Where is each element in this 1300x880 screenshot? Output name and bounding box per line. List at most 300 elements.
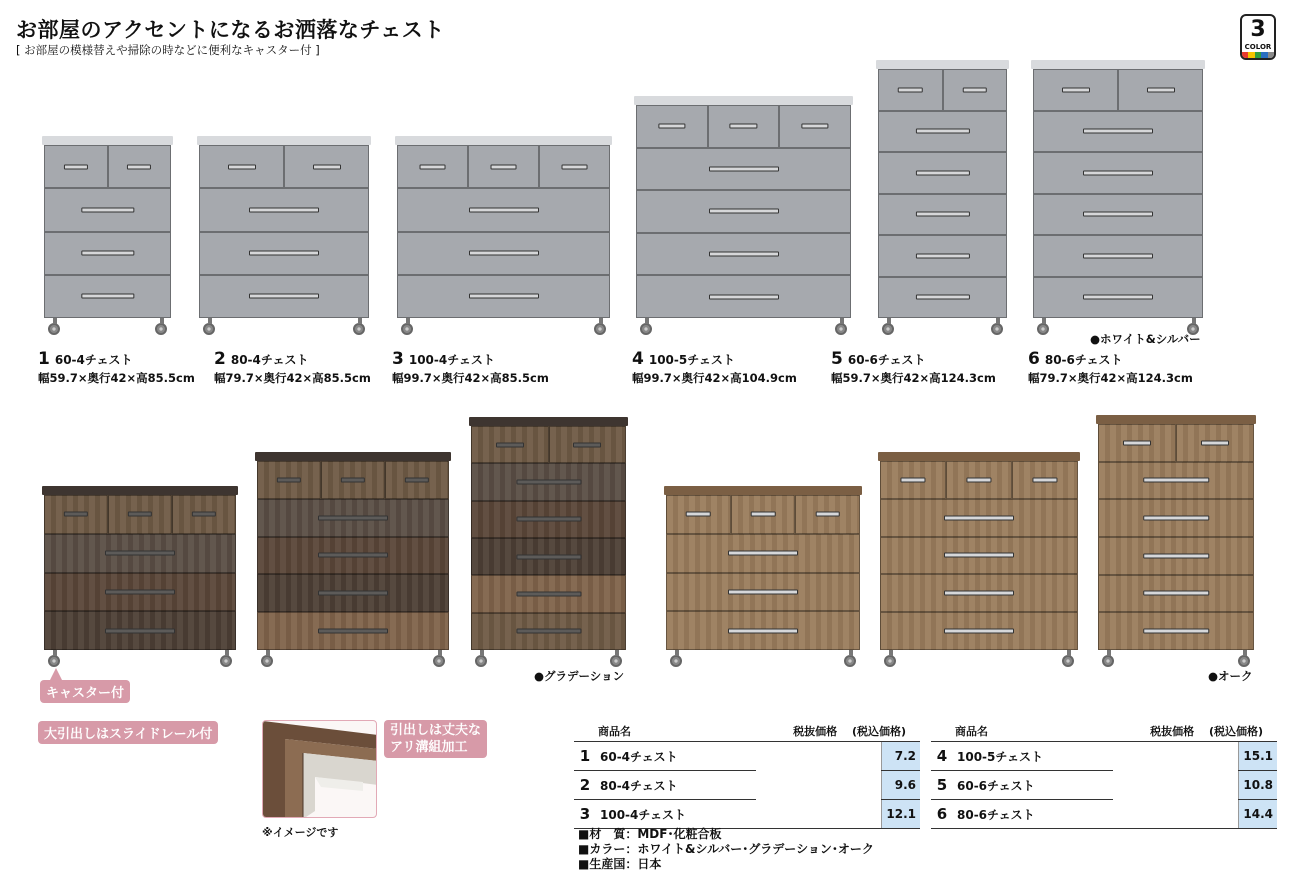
row-product-name: 60-4チェスト (596, 742, 756, 771)
chest-body (1098, 424, 1254, 650)
dovetail-line-1: 引出しは丈夫な (390, 723, 482, 738)
drawer (44, 534, 236, 573)
drawer-handle (963, 87, 988, 92)
drawer-handle (318, 553, 388, 558)
product-number: 1 (38, 349, 50, 369)
drawer-handle (419, 164, 446, 169)
chest-top (634, 96, 853, 105)
row-gap (1113, 771, 1239, 800)
caster-wheel-icon (48, 655, 60, 667)
product-name: 100-4チェスト (408, 353, 495, 367)
chest-oak-80-6 (1098, 415, 1254, 659)
drawer (471, 575, 626, 612)
spec-block (392, 349, 549, 386)
caster-wheel-icon (1238, 655, 1250, 667)
product-size: 幅79.7×奥行42×高124.3cm (1028, 371, 1193, 385)
product-number: 2 (214, 349, 226, 369)
drawer-handle (900, 477, 925, 482)
drawer (172, 495, 236, 534)
drawer-handle (898, 87, 923, 92)
drawer (397, 275, 610, 318)
drawer-joint-illustration (263, 721, 377, 818)
product-name: 80-6チェスト (1044, 353, 1123, 367)
drawer (880, 537, 1078, 575)
caster-wheel-icon (884, 655, 896, 667)
drawer (1033, 277, 1203, 319)
drawer (636, 275, 851, 318)
drawer-handle (944, 515, 1014, 520)
color-label-gradation: ●グラデーション (534, 669, 625, 683)
drawer-handle (944, 629, 1014, 634)
image-note: ※イメージです (262, 826, 339, 839)
row-number: 6 (931, 800, 953, 829)
drawer (666, 573, 860, 612)
origin-line: ■生産国：日本 (578, 857, 662, 871)
drawer (880, 612, 1078, 650)
drawer (878, 194, 1007, 236)
product-name: 80-4チェスト (230, 353, 309, 367)
drawer (471, 426, 549, 463)
drawer-handle (81, 294, 134, 299)
chest-body (44, 495, 236, 650)
spec-block (1028, 349, 1193, 386)
price-table-header (574, 721, 920, 742)
drawer-handle (192, 512, 216, 517)
drawer-handle (1143, 516, 1209, 521)
drawer-handle (313, 164, 341, 169)
drawer (946, 461, 1012, 499)
product-number: 4 (632, 349, 644, 369)
chest-body (636, 105, 851, 318)
caster-wheel-icon (353, 323, 365, 335)
drawer (1098, 499, 1254, 537)
row-product-name: 80-4チェスト (596, 771, 756, 800)
drawer (636, 190, 851, 233)
chest-top (395, 136, 612, 145)
spec-block (38, 349, 195, 386)
chest-top (878, 452, 1080, 461)
drawer-handle (1147, 87, 1175, 92)
row-gap (756, 800, 882, 829)
drawer-handle (496, 442, 524, 447)
row-gap (1113, 800, 1239, 829)
drawer-handle (128, 512, 152, 517)
drawer (397, 145, 468, 188)
color-line: ■カラー：ホワイト&シルバー･グラデーション･オーク (578, 842, 874, 856)
drawer (1033, 152, 1203, 194)
chest-silver-80-6 (1033, 60, 1203, 327)
drawer-handle (249, 251, 319, 256)
drawer-handle (318, 515, 388, 520)
drawer (1033, 194, 1203, 236)
drawer-handle (516, 591, 581, 596)
product-name: 60-4チェスト (54, 353, 133, 367)
drawer (878, 69, 943, 111)
drawer-handle (1083, 170, 1153, 175)
row-product-name: 100-4チェスト (596, 800, 756, 829)
drawer (539, 145, 610, 188)
table-row (574, 771, 920, 800)
chest-oak-100-5 (880, 452, 1078, 659)
row-price: 7.2 (882, 742, 920, 771)
price-table-header (931, 721, 1277, 742)
drawer (397, 188, 610, 231)
chest-top (42, 136, 173, 145)
drawer (1098, 424, 1176, 462)
table-row (931, 771, 1277, 800)
drawer-handle (709, 294, 779, 299)
drawer-handle (81, 207, 134, 212)
drawer-handle (709, 166, 779, 171)
caster-feature-tag: キャスター付 (40, 680, 130, 703)
col-tax-label: (税込価格) (1208, 725, 1263, 738)
caster-wheel-icon (220, 655, 232, 667)
table-row (574, 742, 920, 771)
col-tax-label: (税込価格) (851, 725, 906, 738)
drawer (108, 145, 172, 188)
drawer-handle (686, 512, 711, 517)
caster-wheel-icon (882, 323, 894, 335)
drawer-handle (1143, 478, 1209, 483)
badge-label: COLOR (1244, 43, 1272, 51)
chest-silver-60-6 (878, 60, 1007, 327)
drawer-handle (915, 170, 969, 175)
drawer (1033, 69, 1118, 111)
drawer (878, 152, 1007, 194)
drawer-handle (709, 252, 779, 257)
caster-wheel-icon (844, 655, 856, 667)
materials-block (578, 827, 874, 872)
drawer (549, 426, 627, 463)
drawer (878, 235, 1007, 277)
product-name: 60-6チェスト (847, 353, 926, 367)
price-table-left (574, 721, 920, 829)
caster-wheel-icon (261, 655, 273, 667)
row-product-name: 60-6チェスト (953, 771, 1113, 800)
col-price (1113, 721, 1277, 742)
row-gap (756, 742, 882, 771)
drawer (397, 232, 610, 275)
drawer-handle (728, 551, 798, 556)
caster-wheel-icon (1102, 655, 1114, 667)
drawer-handle (1143, 553, 1209, 558)
page-title: お部屋のアクセントになるお洒落なチェスト (16, 18, 445, 42)
caster-wheel-icon (1037, 323, 1049, 335)
chest-body (666, 495, 860, 650)
drawer-handle (64, 512, 88, 517)
drawer (878, 277, 1007, 319)
chest-body (199, 145, 369, 318)
product-size: 幅99.7×奥行42×高85.5cm (392, 371, 549, 385)
drawer-handle (728, 589, 798, 594)
chest-top (1096, 415, 1256, 424)
drawer-handle (728, 628, 798, 633)
drawer-handle (64, 164, 88, 169)
dovetail-feature-tag (384, 720, 487, 758)
row-number: 3 (574, 800, 596, 829)
chest-body (1033, 69, 1203, 318)
caster-wheel-icon (835, 323, 847, 335)
drawer-handle (490, 164, 517, 169)
drawer (471, 501, 626, 538)
product-size: 幅59.7×奥行42×高124.3cm (831, 371, 996, 385)
drawer (880, 499, 1078, 537)
drawer-handle (277, 477, 301, 482)
drawer (44, 275, 171, 318)
drawer (636, 148, 851, 191)
chest-body (257, 461, 449, 650)
drawer-handle (915, 253, 969, 258)
product-size: 幅79.7×奥行42×高85.5cm (214, 371, 371, 385)
drawer (44, 495, 108, 534)
drawer-handle (318, 591, 388, 596)
drawer (666, 495, 731, 534)
drawer (636, 233, 851, 276)
drawer-handle (1123, 440, 1151, 445)
drawer-handle (405, 477, 429, 482)
chest-gradation-100-5 (257, 452, 449, 659)
drawer-handle (915, 129, 969, 134)
drawer (108, 495, 172, 534)
drawer (795, 495, 860, 534)
drawer-handle (1083, 212, 1153, 217)
drawer (1033, 235, 1203, 277)
drawer (880, 574, 1078, 612)
page-subtitle: [ お部屋の模様替えや掃除の時などに便利なキャスター付 ] (16, 43, 320, 57)
drawer (731, 495, 796, 534)
table-row (931, 742, 1277, 771)
row-price: 14.4 (1239, 800, 1277, 829)
drawer (880, 461, 946, 499)
drawer-handle (516, 629, 581, 634)
row-price: 15.1 (1239, 742, 1277, 771)
drawer-handle (228, 164, 256, 169)
drawer (257, 537, 449, 575)
chest-gradation-100-4 (44, 486, 236, 659)
caster-wheel-icon (401, 323, 413, 335)
row-price: 12.1 (882, 800, 920, 829)
table-row (931, 800, 1277, 829)
drawer-handle (469, 294, 539, 299)
table-row (574, 800, 920, 829)
drawer (284, 145, 369, 188)
drawer-handle (1083, 129, 1153, 134)
caster-wheel-icon (991, 323, 1003, 335)
chest-top (255, 452, 451, 461)
badge-stripe-gray (1268, 52, 1274, 58)
drawer-handle (815, 512, 840, 517)
drawer-handle (751, 512, 776, 517)
drawer-handle (802, 124, 829, 129)
drawer (199, 145, 284, 188)
drawer-handle (561, 164, 588, 169)
row-number: 1 (574, 742, 596, 771)
drawer (1098, 462, 1254, 500)
drawer-handle (915, 212, 969, 217)
spec-block (632, 349, 797, 386)
chest-silver-80-4 (199, 136, 369, 327)
chest-top (1031, 60, 1205, 69)
drawer-handle (469, 251, 539, 256)
drawer (1098, 575, 1254, 613)
drawer (321, 461, 385, 499)
drawer (1033, 111, 1203, 153)
badge-color-stripe (1242, 52, 1274, 58)
drawer-handle (1062, 87, 1090, 92)
drawer (385, 461, 449, 499)
drawer (471, 613, 626, 650)
product-name: 100-5チェスト (648, 353, 735, 367)
chest-gradation-80-6 (471, 417, 626, 659)
price-table-right (931, 721, 1277, 829)
drawer (471, 538, 626, 575)
drawer (1098, 537, 1254, 575)
drawer-handle (516, 479, 581, 484)
row-gap (756, 771, 882, 800)
drawer (44, 188, 171, 231)
spec-block (831, 349, 996, 386)
drawer (471, 463, 626, 500)
drawer-handle (516, 517, 581, 522)
row-gap (1113, 742, 1239, 771)
caster-wheel-icon (640, 323, 652, 335)
dovetail-line-2: アリ溝組加工 (390, 740, 468, 755)
chest-top (876, 60, 1009, 69)
drawer (44, 232, 171, 275)
caster-wheel-icon (670, 655, 682, 667)
chest-silver-100-5 (636, 96, 851, 327)
drawer-handle (341, 477, 365, 482)
row-number: 5 (931, 771, 953, 800)
caster-wheel-icon (594, 323, 606, 335)
drawer-handle (730, 124, 757, 129)
drawer (708, 105, 780, 148)
col-price-label: 税抜価格 (793, 725, 838, 738)
chest-body (880, 461, 1078, 650)
drawer-handle (966, 477, 991, 482)
col-product-name: 商品名 (596, 721, 756, 742)
chest-body (471, 426, 626, 650)
chest-top (469, 417, 628, 426)
drawer-handle (318, 629, 388, 634)
chest-top (664, 486, 862, 495)
product-number: 5 (831, 349, 843, 369)
chest-silver-60-4 (44, 136, 171, 327)
drawer-handle (516, 554, 581, 559)
badge-number: 3 (1250, 17, 1266, 42)
col-price-label: 税抜価格 (1150, 725, 1195, 738)
drawer (1176, 424, 1254, 462)
caster-wheel-icon (610, 655, 622, 667)
row-price: 9.6 (882, 771, 920, 800)
color-label-oak: ●オーク (1208, 669, 1253, 683)
slide-rail-feature-tag: 大引出しはスライドレール付 (38, 721, 218, 744)
drawer (199, 188, 369, 231)
chest-top (197, 136, 371, 145)
drawer (257, 461, 321, 499)
drawer (1012, 461, 1078, 499)
drawer-handle (249, 207, 319, 212)
drawer-handle (1201, 440, 1229, 445)
drawer (44, 573, 236, 612)
drawer (943, 69, 1008, 111)
product-number: 3 (392, 349, 404, 369)
caster-wheel-icon (48, 323, 60, 335)
drawer-handle (1143, 629, 1209, 634)
chest-oak-100-4 (666, 486, 860, 659)
drawer-handle (469, 207, 539, 212)
chest-body (878, 69, 1007, 318)
drawer (1098, 612, 1254, 650)
drawer (666, 611, 860, 650)
drawer-handle (1083, 295, 1153, 300)
drawer-handle (105, 628, 175, 633)
spec-block (214, 349, 371, 386)
drawer (44, 145, 108, 188)
material-line: ■材 質：MDF･化粧合板 (578, 827, 722, 841)
drawer-handle (1143, 591, 1209, 596)
drawer-handle (81, 251, 134, 256)
drawer (468, 145, 539, 188)
drawer (1118, 69, 1203, 111)
drawer (779, 105, 851, 148)
drawer (636, 105, 708, 148)
chest-body (44, 145, 171, 318)
product-size: 幅99.7×奥行42×高104.9cm (632, 371, 797, 385)
drawer-handle (1083, 253, 1153, 258)
drawer (257, 612, 449, 650)
caster-wheel-icon (475, 655, 487, 667)
drawer-handle (915, 295, 969, 300)
drawer-handle (573, 442, 601, 447)
chest-top (42, 486, 238, 495)
drawer (878, 111, 1007, 153)
row-number: 4 (931, 742, 953, 771)
caster-wheel-icon (433, 655, 445, 667)
drawer-handle (709, 209, 779, 214)
drawer (257, 574, 449, 612)
row-price: 10.8 (1239, 771, 1277, 800)
row-product-name: 100-5チェスト (953, 742, 1113, 771)
row-number: 2 (574, 771, 596, 800)
drawer-handle (105, 589, 175, 594)
caster-wheel-icon (203, 323, 215, 335)
drawer (257, 499, 449, 537)
chest-silver-100-4 (397, 136, 610, 327)
color-count-badge (1240, 14, 1276, 60)
drawer (199, 232, 369, 275)
row-product-name: 80-6チェスト (953, 800, 1113, 829)
col-product-name: 商品名 (953, 721, 1113, 742)
drawer (666, 534, 860, 573)
caster-wheel-icon (155, 323, 167, 335)
drawer-handle (127, 164, 151, 169)
drawer-handle (249, 294, 319, 299)
col-price (756, 721, 920, 742)
chest-body (397, 145, 610, 318)
caster-wheel-icon (1062, 655, 1074, 667)
drawer-handle (658, 124, 685, 129)
drawer-handle (105, 551, 175, 556)
product-number: 6 (1028, 349, 1040, 369)
product-size: 幅59.7×奥行42×高85.5cm (38, 371, 195, 385)
drawer-handle (944, 591, 1014, 596)
drawer-handle (1032, 477, 1057, 482)
color-label-white-silver: ●ホワイト&シルバー (1090, 332, 1201, 346)
drawer-joint-image (262, 720, 377, 818)
drawer-handle (944, 553, 1014, 558)
drawer (199, 275, 369, 318)
